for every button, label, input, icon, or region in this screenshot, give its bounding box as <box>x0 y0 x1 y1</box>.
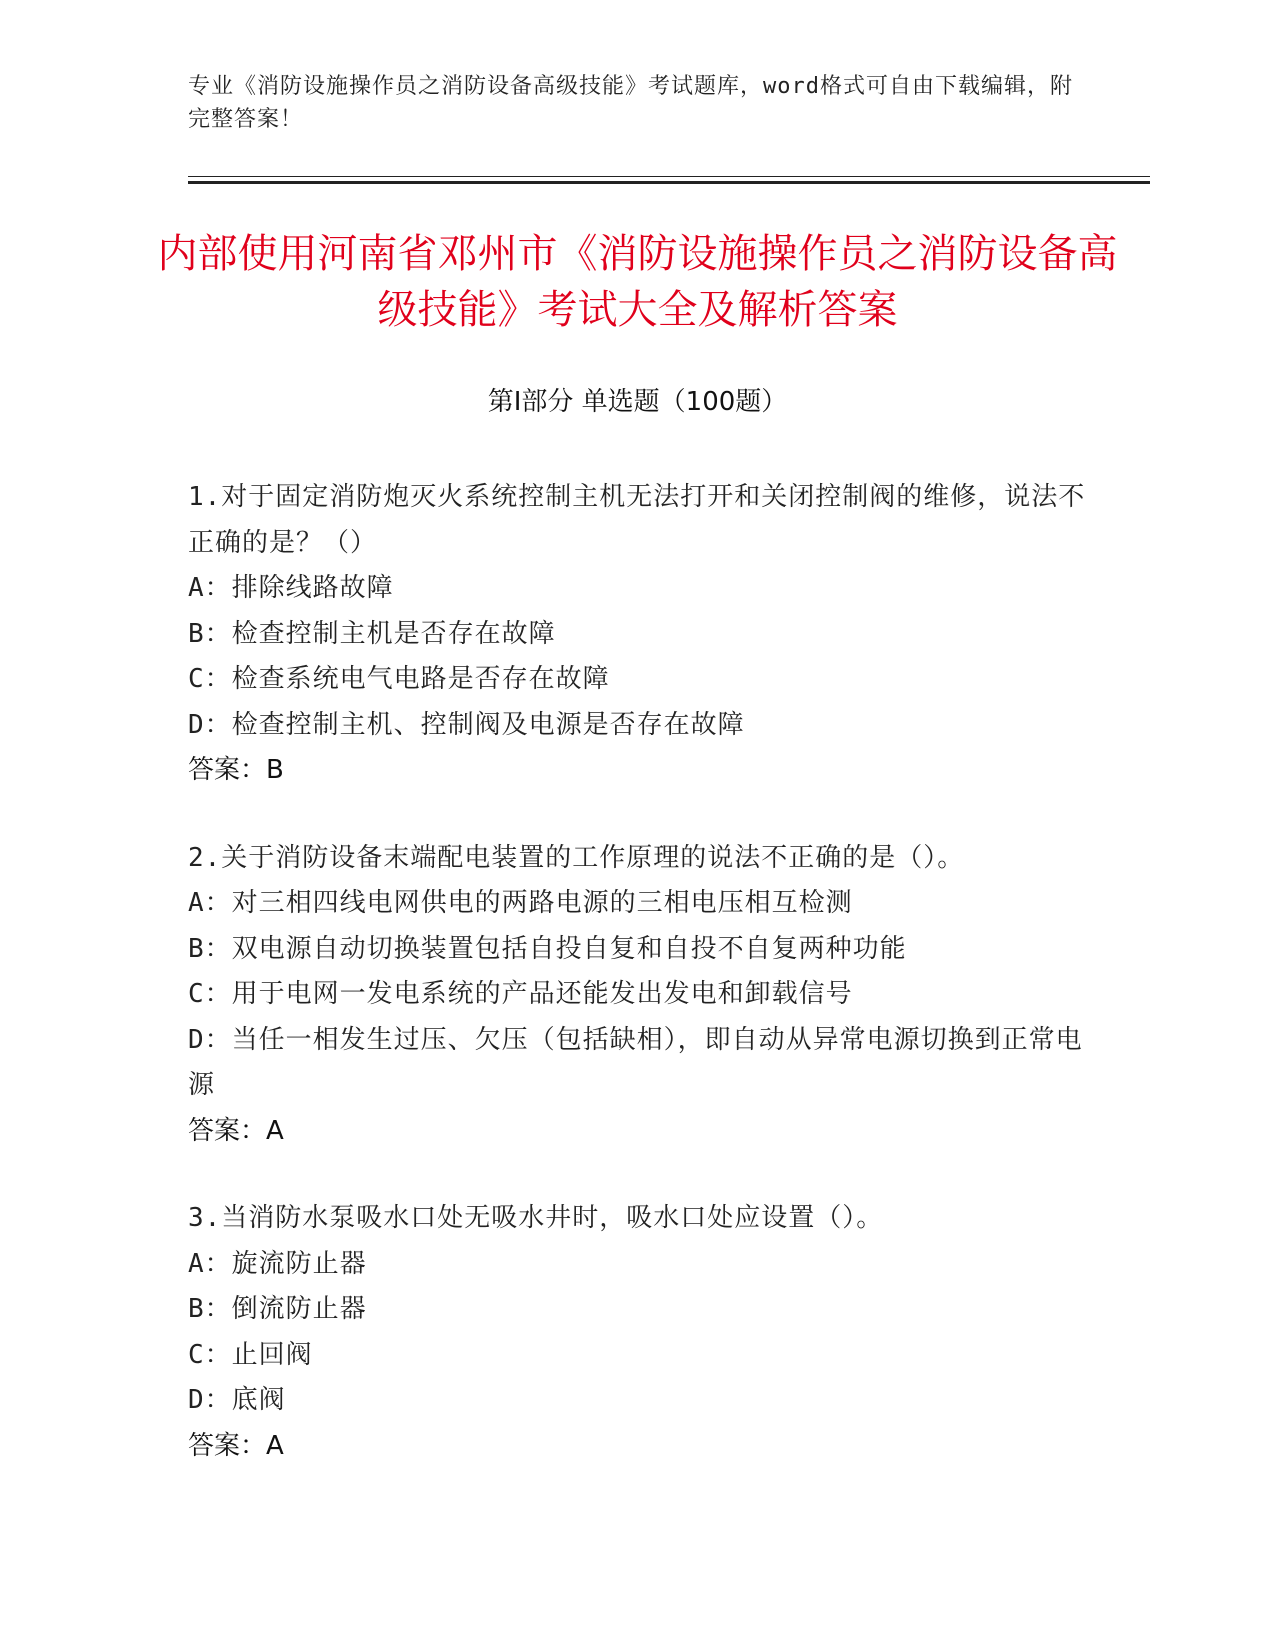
option-d: D：底阀 <box>188 1385 286 1415</box>
option-c: C：用于电网一发电系统的产品还能发出发电和卸载信号 <box>188 979 853 1009</box>
option-b: B：检查控制主机是否存在故障 <box>188 618 556 649</box>
question-1 <box>188 475 1088 794</box>
option-d: D：检查控制主机、控制阀及电源是否存在故障 <box>188 709 745 740</box>
question-3 <box>188 1196 1088 1469</box>
answer: 答案：B <box>188 755 284 785</box>
answer: 答案：A <box>188 1430 284 1461</box>
header-note: 专业《消防设施操作员之消防设备高级技能》考试题库，word格式可自由下载编辑，附完整答案！ <box>188 74 1073 132</box>
option-d: D：当任一相发生过压、欠压（包括缺相），即自动从异常电源切换到正常电源 <box>188 1024 1083 1100</box>
option-b: B：双电源自动切换装置包括自投自复和自投不自复两种功能 <box>188 933 907 964</box>
option-a: A：对三相四线电网供电的两路电源的三相电压相互检测 <box>188 888 853 918</box>
answer: 答案：A <box>188 1115 284 1146</box>
section-title: 第Ⅰ部分 单选题（100题） <box>487 387 788 417</box>
question-stem: 3.当消防水泵吸水口处无吸水井时，吸水口处应设置（）。 <box>188 1203 884 1233</box>
question-2 <box>188 836 1088 1155</box>
question-stem: 2.关于消防设备末端配电装置的工作原理的说法不正确的是（）。 <box>188 842 965 873</box>
option-c: C：检查系统电气电路是否存在故障 <box>188 664 610 694</box>
option-c: C：止回阀 <box>188 1339 313 1370</box>
option-a: A：旋流防止器 <box>188 1248 367 1279</box>
document-title: 内部使用河南省邓州市《消防设施操作员之消防设备高级技能》考试大全及解析答案 <box>157 231 1118 333</box>
option-b: B：倒流防止器 <box>188 1294 367 1324</box>
question-list <box>188 475 1088 1511</box>
option-a: A：排除线路故障 <box>188 573 394 603</box>
header-divider-thick <box>188 181 1150 184</box>
header-divider-thin <box>188 176 1150 177</box>
question-stem: 1.对于固定消防炮灭火系统控制主机无法打开和关闭控制阀的维修，说法不正确的是？（） <box>188 482 1086 558</box>
